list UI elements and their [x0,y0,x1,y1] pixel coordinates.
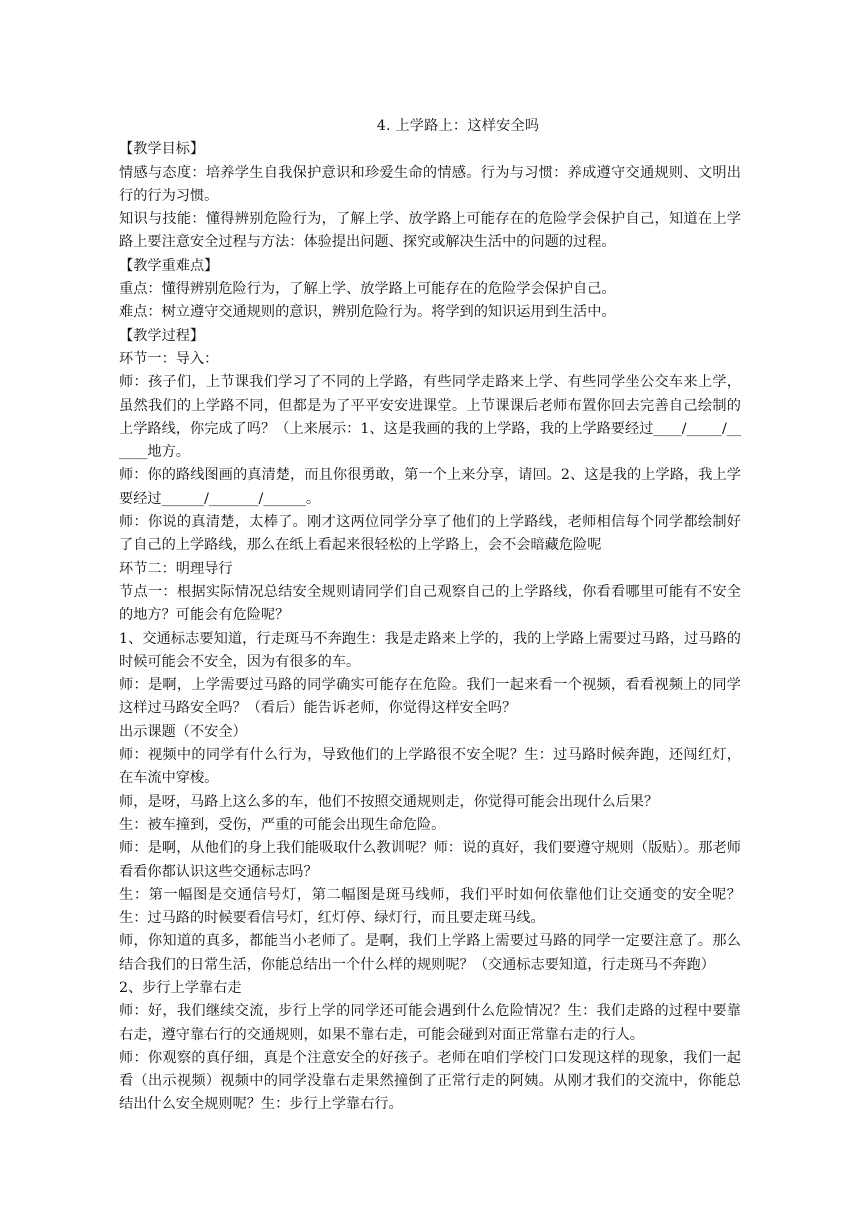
section-step-two: 环节二：明理导行 [119,560,233,577]
subsection-walk-right: 2、步行上学靠右走 [119,979,242,996]
paragraph-difficulty: 难点：树立遵守交通规则的意识，辨别危险行为。将学到的知识运用到生活中。 [119,304,616,321]
section-step-one: 环节一：导入： [119,350,219,367]
paragraph: 师：是啊，从他们的身上我们能吸取什么教训呢？师：说的真好，我们要遵守规则（版贴）。那老师看看你都认识这些交通标志吗？ [119,840,741,880]
paragraph: 生：第一幅图是交通信号灯，第二幅图是斑马线师，我们平时如何依靠他们让交通变的安全呢？生：过马路的时候要看信号灯，红灯停、绿灯行，而且要走斑马线。 [119,886,741,927]
paragraph-key-point: 重点：懂得辨别危险行为，了解上学、放学路上可能存在的危险学会保护自己。 [119,281,616,298]
heading-key-difficulties: 【教学重难点】 [119,257,219,274]
paragraph: 师，是呀，马路上这么多的车，他们不按照交通规则走，你觉得可能会出现什么后果？ [119,793,659,810]
paragraph: 1、交通标志要知道，行走斑马不奔跑生：我是走路来上学的，我的上学路上需要过马路，过马路的时候可能会不安全，因为有很多的车。 [119,630,741,670]
document-title: 4. 上学路上：这样安全吗 [376,118,540,134]
paragraph: 师：孩子们，上节课我们学习了不同的上学路，有些同学走路来上学、有些同学坐公交车来上学，虽然我们的上学路不同，但都是为了平平安安进课堂。上节课课后老师布置你回去完善自己绘制的上学路线，你完成了吗？（上来展示：1、这是我画的我的上学路，我的上学路要经过____/_____/______地方。 [119,374,741,461]
heading-teaching-goals: 【教学目标】 [119,141,205,158]
paragraph: 生：被车撞到，受伤，严重的可能会出现生命危险。 [119,816,446,833]
document-body [119,115,741,1117]
paragraph: 师：你说的真清楚，太棒了。刚才这两位同学分享了他们的上学路线，老师相信每个同学都绘制好了自己的上学路线，那么在纸上看起来很轻松的上学路上，会不会暗藏危险呢 [119,514,741,554]
heading-teaching-process: 【教学过程】 [119,327,205,344]
paragraph-knowledge-skills: 知识与技能：懂得辨别危险行为，了解上学、放学路上可能存在的危险学会保护自己，知道在上学路上要注意安全过程与方法：体验提出问题、探究或解决生活中的问题的过程。 [119,211,741,251]
paragraph: 节点一：根据实际情况总结安全规则请同学们自己观察自己的上学路线，你看看哪里可能有不安全的地方？可能会有危险呢？ [119,583,741,624]
paragraph: 师：你的路线图画的真清楚，而且你很勇敢，第一个上来分享，请回。2、这是我的上学路，我上学要经过______/_______/______。 [119,467,741,507]
paragraph: 师：视频中的同学有什么行为，导致他们的上学路很不安全呢？生：过马路时候奔跑，还闯红灯，在车流中穿梭。 [119,747,741,787]
paragraph: 师，你知道的真多，都能当小老师了。是啊，我们上学路上需要过马路的同学一定要注意了。那么结合我们的日常生活，你能总结出一个什么样的规则呢？（交通标志要知道，行走斑马不奔跑） [119,933,741,973]
paragraph: 师：好，我们继续交流，步行上学的同学还可能会遇到什么危险情况？生：我们走路的过程中要靠右走，遵守靠右行的交通规则，如果不靠右走，可能会碰到对面正常靠右走的行人。 [119,1003,741,1043]
paragraph: 师：你观察的真仔细，真是个注意安全的好孩子。老师在咱们学校门口发现这样的现象，我们一起看（出示视频）视频中的同学没靠右走果然撞倒了正常行走的阿姨。从刚才我们的交流中，你能总结出什么安全规则呢？生：步行上学靠右行。 [119,1049,741,1113]
paragraph: 师：是啊，上学需要过马路的同学确实可能存在危险。我们一起来看一个视频，看看视频上的同学这样过马路安全吗？（看后）能告诉老师，你觉得这样安全吗？ [119,677,741,717]
paragraph: 出示课题（不安全） [119,723,247,740]
paragraph-emotion-attitude: 情感与态度：培养学生自我保护意识和珍爱生命的情感。行为与习惯：养成遵守交通规则、文明出行的行为习惯。 [119,164,741,204]
